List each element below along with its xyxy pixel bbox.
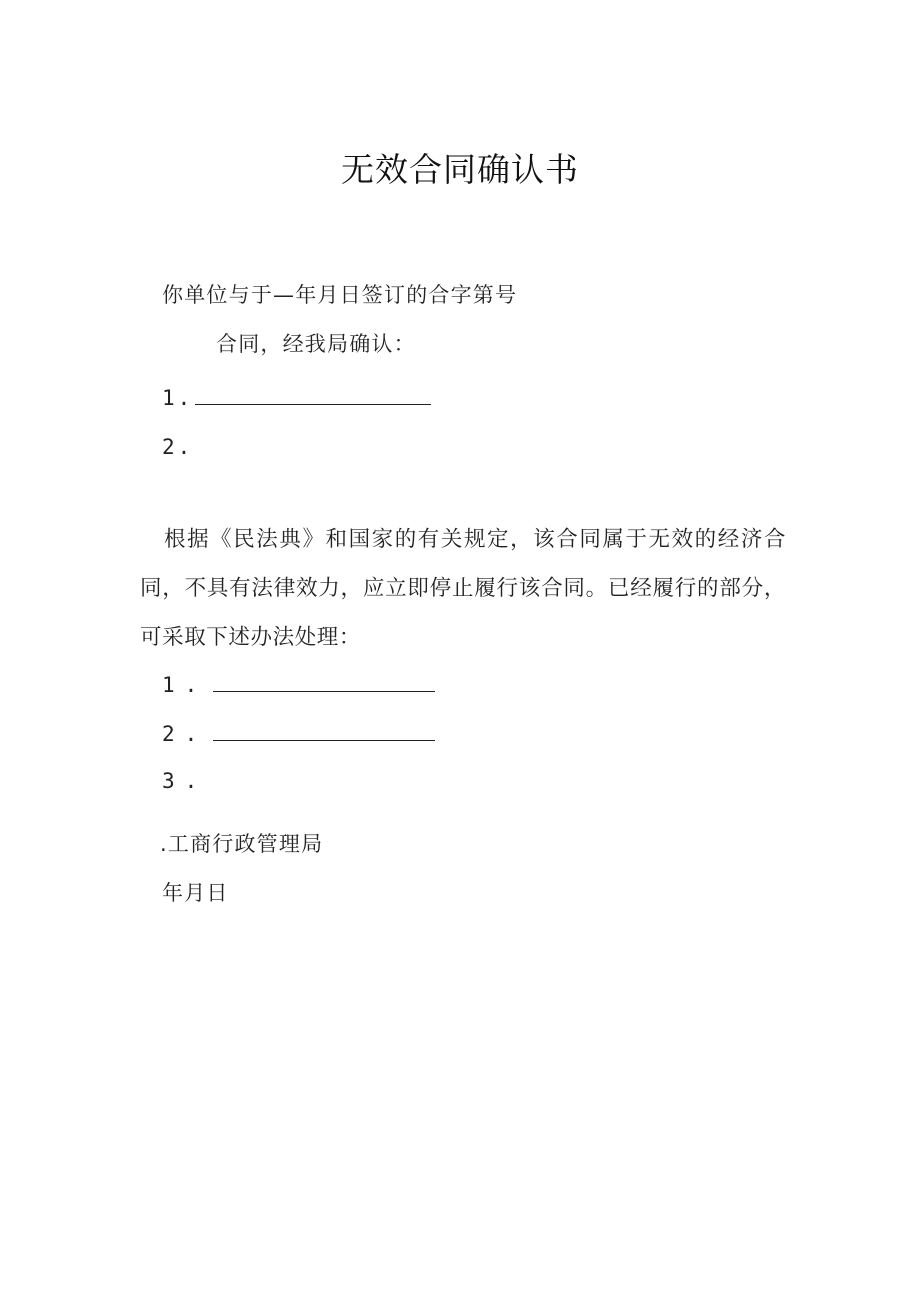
confirm-item-2-number: 2. [162, 435, 194, 459]
remedy-item-1-number: 1. [162, 673, 208, 697]
remedy-item-3-number: 3. [162, 769, 208, 793]
signature-organization: .工商行政管理局 [160, 832, 324, 856]
signature-date: 年月日 [162, 881, 229, 905]
confirm-item-1-number: 1. [162, 386, 194, 410]
confirm-item-1 [162, 382, 431, 413]
remedy-item-1-blank [213, 669, 435, 692]
remedy-item-2 [162, 718, 435, 749]
document-title: 无效合同确认书 [341, 150, 579, 189]
confirm-item-1-blank [195, 382, 431, 405]
remedy-item-1 [162, 669, 435, 700]
main-paragraph: 根据《民法典》和国家的有关规定，该合同属于无效的经济合同，不具有法律效力，应立即停止履行该合同。已经履行的部分，可采取下述办法处理： [140, 527, 786, 650]
remedy-item-2-blank [213, 718, 435, 741]
intro-line-2: 合同，经我局确认： [216, 332, 416, 356]
intro-line-1: 你单位与于—年月日签订的合字第号 [162, 283, 518, 307]
confirm-item-2 [162, 432, 193, 462]
remedy-item-2-number: 2. [162, 722, 208, 746]
remedy-item-3 [162, 766, 207, 796]
